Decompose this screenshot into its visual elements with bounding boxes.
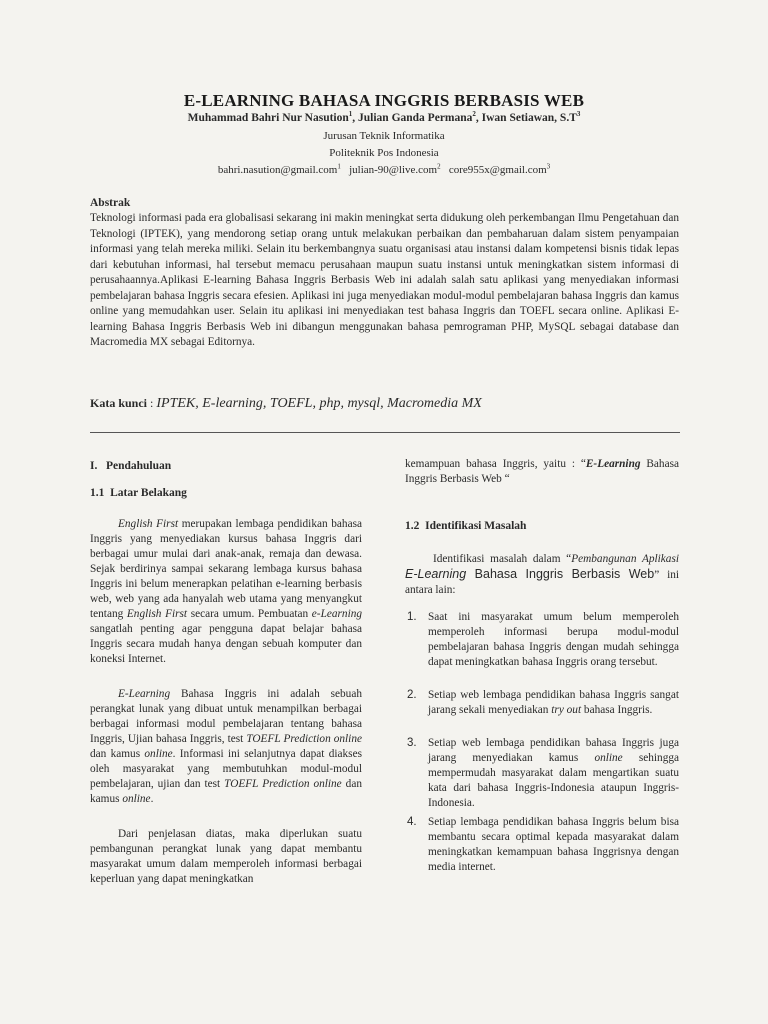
paragraph-background-3-continued: kemampuan bahasa Inggris, yaitu : “E-Learning Bahasa Inggris Berbasis Web “ (405, 458, 679, 485)
left-column (90, 459, 362, 902)
author-2: Julian Ganda Permana$^2$, (358, 110, 482, 124)
paragraph-problem-identification: Identifikasi masalah dalam “Pembangunan Aplikasi E-Learning Bahasa Inggris Berbasis Web” ini antara lain: (405, 553, 679, 596)
problem-list (405, 610, 679, 875)
institution: Politeknik Pos Indonesia (329, 147, 439, 159)
paragraph-background-1: English First merupakan lembaga pendidikan bahasa Inggris yang menyediakan kursus bahasa Inggris dari berbagai umur mulai dari anak-anak, remaja dan dewasa. Sejak berdirinya sampai sekarang lembaga kursus bahasa Inggris ini belum menerapkan pelatihan e-learning berbasis web, web yang ada hanyalah web utama yang menyangkut tentang English First secara umum. Pembuatan e-Learning sangatlah penting agar pengguna dapat belajar bahasa Inggris secara mudah hanya dengan sebuah komputer dan koneksi Internet. (90, 518, 362, 665)
list-item: 4. Setiap lembaga pendidikan bahasa Inggris belum bisa membantu secara optimal kepada masyarakat dalam meningkatkan kemampuan bahasa Inggrisnya dengan media internet. (407, 816, 679, 873)
email-1[interactable]: bahri.nasution@gmail.com$^1$ (217, 162, 341, 176)
paragraph-background-2: E-Learning Bahasa Inggris ini adalah sebuah perangkat lunak yang dibuat untuk menampilkan berbagai berbagai informasi modul pembelajaran tentang bahasa Inggris, Ujian bahasa Inggris, test TOEFL Prediction online dan kamus online. Informasi ini selanjutnya dapat diakses oleh masyarakat yang membutuhkan modul-modul pembelajaran, ujian dan test TOEFL Prediction online dan kamus online. (90, 688, 362, 805)
email-list (0, 164, 768, 176)
author-1: Muhammad Bahri Nur Nasution$^1$, (187, 110, 359, 124)
list-item: 3. Setiap web lembaga pendidikan bahasa Inggris juga jarang menyediakan kamus online sehingga mempermudah masyarakat dalam mengartikan suatu kata dari bahasa Inggris-Indonesia ataupun Inggris-Indonesia. (407, 737, 680, 809)
subsection-heading-background: 1.1 Latar Belakang (90, 487, 187, 499)
section-heading-introduction: I. Pendahuluan (90, 460, 172, 472)
keywords-values: IPTEK, E-learning, TOEFL, php, mysql, Macromedia MX (156, 396, 482, 411)
right-column (405, 457, 679, 888)
paragraph-background-3: Dari penjelasan diatas, maka diperlukan suatu pembangunan perangkat lunak yang dapat membantu masyarakat umum dalam memperoleh informasi berbagai keperluan yang dapat meningkatkan (90, 828, 362, 885)
keywords-label: Kata kunci (90, 396, 148, 410)
abstract-heading: Abstrak (90, 197, 131, 209)
email-3[interactable]: core955x@gmail.com$^3$ (448, 162, 551, 176)
subsection-heading-problem-identification: 1.2 Identifikasi Masalah (405, 520, 527, 532)
author-3: Iwan Setiawan, $S.T^3$ (481, 110, 581, 124)
abstract-text: Teknologi informasi pada era globalisasi sekarang ini makin meningkat serta didukung oleh perkembangan Ilmu Pengetahuan dan Teknologi (IPTEK), yang mendorong setiap orang untuk melakukan perbaikan dan pembaharuan dalam sistem penyampaian informasi yang telah mereka miliki. Selain itu berkembangnya suatu organisasi atau instansi dalam kompetensi bisnis tidak lepas dari kebutuhan informasi, hal tersebut memacu perusahaan maupun suatu instansi untuk meningkatkan sistem informasi di perusahaannya.Aplikasi E-learning Bahasa Inggris Berbasis Web ini adalah salah satu aplikasi yang menyediakan informasi pembelajaran bahasa Inggris secara efesien. Aplikasi ini juga menyediakan modul-modul pembelajaran bahasa Inggris dan kamus online yang memudahkan user. Selain itu aplikasi ini menyediakan test bahasa Inggris dan TOEFL secara online. Aplikasi E-learning Bahasa Inggris Berbasis Web ini dibangun menggunakan bahasa pemrograman PHP, MySQL sebagai database dan Macromedia MX sebagai Editornya. (90, 212, 679, 348)
department: Jurusan Teknik Informatika (323, 130, 445, 142)
author-list (0, 112, 768, 124)
list-item: 2. Setiap web lembaga pendidikan bahasa Inggris sangat jarang sekali menyediakan try out bahasa Inggris. (407, 689, 679, 716)
list-item: 1. Saat ini masyarakat umum belum memperoleh memperoleh informasi berupa modul-modul pembelajaran bahasa Inggris dengan mudah sehingga dapat meningkatkan bahasa Inggris orang tersebut. (407, 611, 679, 668)
keywords: Kata kunci : IPTEK, E-learning, TOEFL, php, mysql, Macromedia MX (90, 396, 482, 411)
paper-title: E-LEARNING BAHASA INGGRIS BERBASIS WEB (183, 91, 585, 110)
email-2[interactable]: julian-90@live.com$^2$ (349, 162, 441, 176)
section-divider (90, 432, 680, 433)
